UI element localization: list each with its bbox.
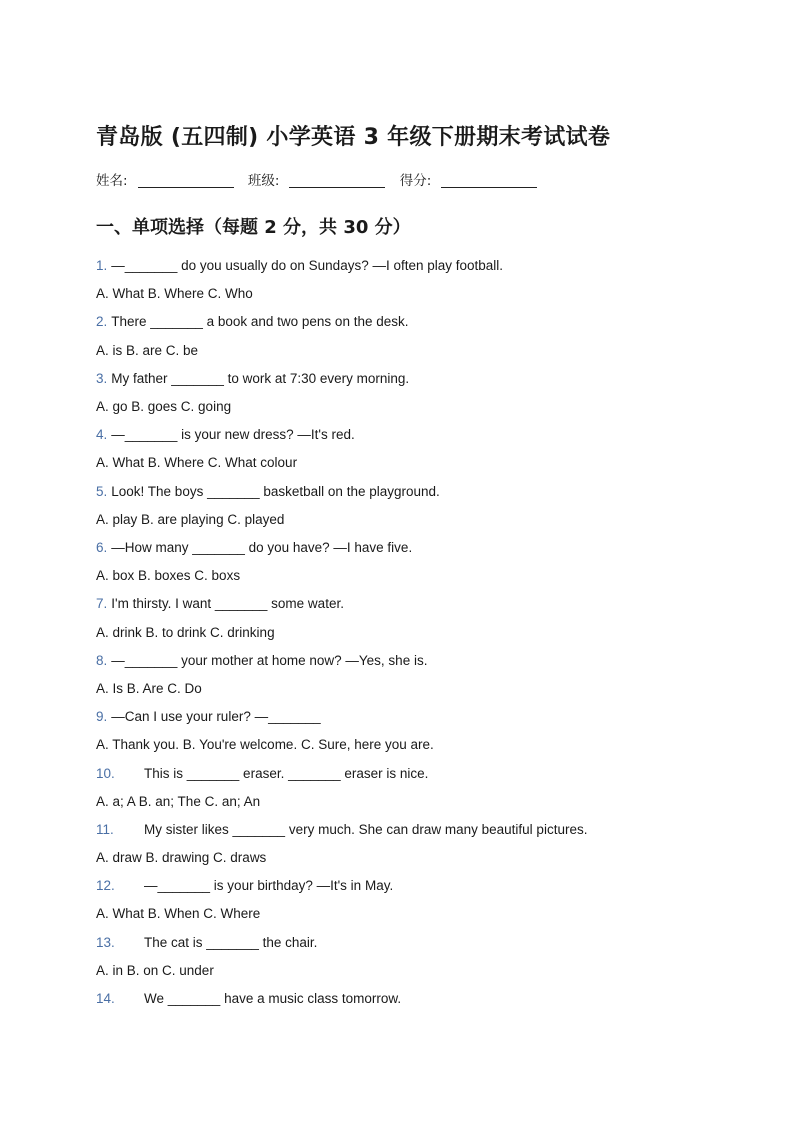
- question-text: —Can I use your ruler? —_______: [111, 709, 321, 725]
- question-text: —_______ your mother at home now? —Yes, she is.: [111, 652, 428, 668]
- question-number: 8.: [96, 652, 108, 668]
- question-text: This is _______ eraser. _______ eraser is nice.: [144, 765, 429, 781]
- question-number: 2.: [96, 314, 108, 330]
- question-text: There _______ a book and two pens on the desk.: [111, 314, 409, 330]
- question-item: [96, 820, 736, 876]
- score-field: [400, 169, 538, 189]
- question-number: 9.: [96, 709, 108, 725]
- question-stem: [96, 425, 736, 453]
- question-item: [96, 707, 736, 763]
- question-number: 6.: [96, 539, 108, 555]
- name-field: [96, 169, 234, 189]
- question-number: 1.: [96, 258, 108, 273]
- question-options: A. is B. are C. be: [96, 342, 199, 358]
- question-item: [96, 651, 736, 707]
- score-blank[interactable]: [441, 173, 537, 188]
- question-item: [96, 256, 736, 312]
- question-stem: [96, 594, 736, 622]
- question-text: Look! The boys _______ basketball on the playground.: [111, 483, 440, 499]
- class-field: [248, 169, 386, 189]
- question-item: [96, 764, 736, 820]
- question-stem: [96, 876, 736, 904]
- question-stem: [96, 651, 736, 679]
- question-item: [96, 482, 736, 538]
- question-item: [96, 594, 736, 650]
- question-item: [96, 369, 736, 425]
- name-blank[interactable]: [138, 173, 234, 188]
- class-label: 班级:: [247, 173, 280, 189]
- question-item: [96, 989, 736, 1045]
- question-stem: [96, 538, 736, 566]
- question-stem: [96, 933, 736, 961]
- question-options: A. Thank you. B. You're welcome. C. Sure, here you are.: [96, 737, 434, 753]
- question-stem: [96, 482, 736, 510]
- question-number: 12.: [96, 878, 115, 894]
- question-text: My father _______ to work at 7:30 every morning.: [111, 370, 410, 386]
- question-text: My sister likes _______ very much. She can draw many beautiful pictures.: [144, 821, 588, 837]
- question-text: We _______ have a music class tomorrow.: [144, 991, 402, 1007]
- question-text: The cat is _______ the chair.: [144, 934, 318, 950]
- question-stem: [96, 764, 736, 792]
- question-options: A. drink B. to drink C. drinking: [96, 624, 275, 640]
- question-options: A. play B. are playing C. played: [96, 511, 285, 527]
- question-number: 14.: [96, 991, 115, 1007]
- question-text: —_______ is your new dress? —It's red.: [111, 427, 355, 443]
- question-stem: [96, 820, 736, 848]
- question-number: 3.: [96, 370, 108, 386]
- question-stem: [96, 256, 736, 284]
- question-text: —_______ do you usually do on Sundays? —I often play football.: [111, 258, 504, 273]
- question-options: A. draw B. drawing C. draws: [96, 850, 267, 866]
- question-options: A. box B. boxes C. boxs: [96, 568, 241, 584]
- score-label: 得分:: [399, 173, 432, 189]
- section-title: 一、单项选择（每题 2 分，共 30 分）: [96, 217, 411, 238]
- class-blank[interactable]: [289, 173, 385, 188]
- question-number: 10.: [96, 765, 115, 781]
- student-info-row: [96, 169, 537, 189]
- question-options: A. Is B. Are C. Do: [96, 680, 202, 696]
- question-text: —_______ is your birthday? —It's in May.: [144, 878, 394, 894]
- question-number: 4.: [96, 427, 108, 443]
- question-options: A. What B. When C. Where: [96, 906, 261, 922]
- question-options: A. in B. on C. under: [96, 962, 214, 978]
- question-number: 13.: [96, 934, 115, 950]
- question-number: 11.: [96, 821, 114, 837]
- question-stem: [96, 312, 736, 340]
- name-label: 姓名:: [96, 173, 128, 189]
- question-options: A. What B. Where C. Who: [96, 286, 253, 302]
- exam-title: 青岛版 (五四制) 小学英语 3 年级下册期末考试试卷: [96, 125, 611, 150]
- question-text: I'm thirsty. I want _______ some water.: [111, 596, 344, 612]
- question-stem: [96, 707, 736, 735]
- question-stem: [96, 989, 736, 1017]
- question-item: [96, 876, 736, 932]
- question-list: [96, 256, 736, 1045]
- question-stem: [96, 369, 736, 397]
- question-item: [96, 425, 736, 481]
- question-options: A. a; A B. an; The C. an; An: [96, 793, 261, 809]
- question-text: —How many _______ do you have? —I have five.: [111, 539, 413, 555]
- question-number: 7.: [96, 596, 108, 612]
- question-item: [96, 933, 736, 989]
- question-options: A. What B. Where C. What colour: [96, 455, 298, 471]
- question-item: [96, 312, 736, 368]
- question-options: A. go B. goes C. going: [96, 398, 232, 414]
- question-item: [96, 538, 736, 594]
- question-number: 5.: [96, 483, 108, 499]
